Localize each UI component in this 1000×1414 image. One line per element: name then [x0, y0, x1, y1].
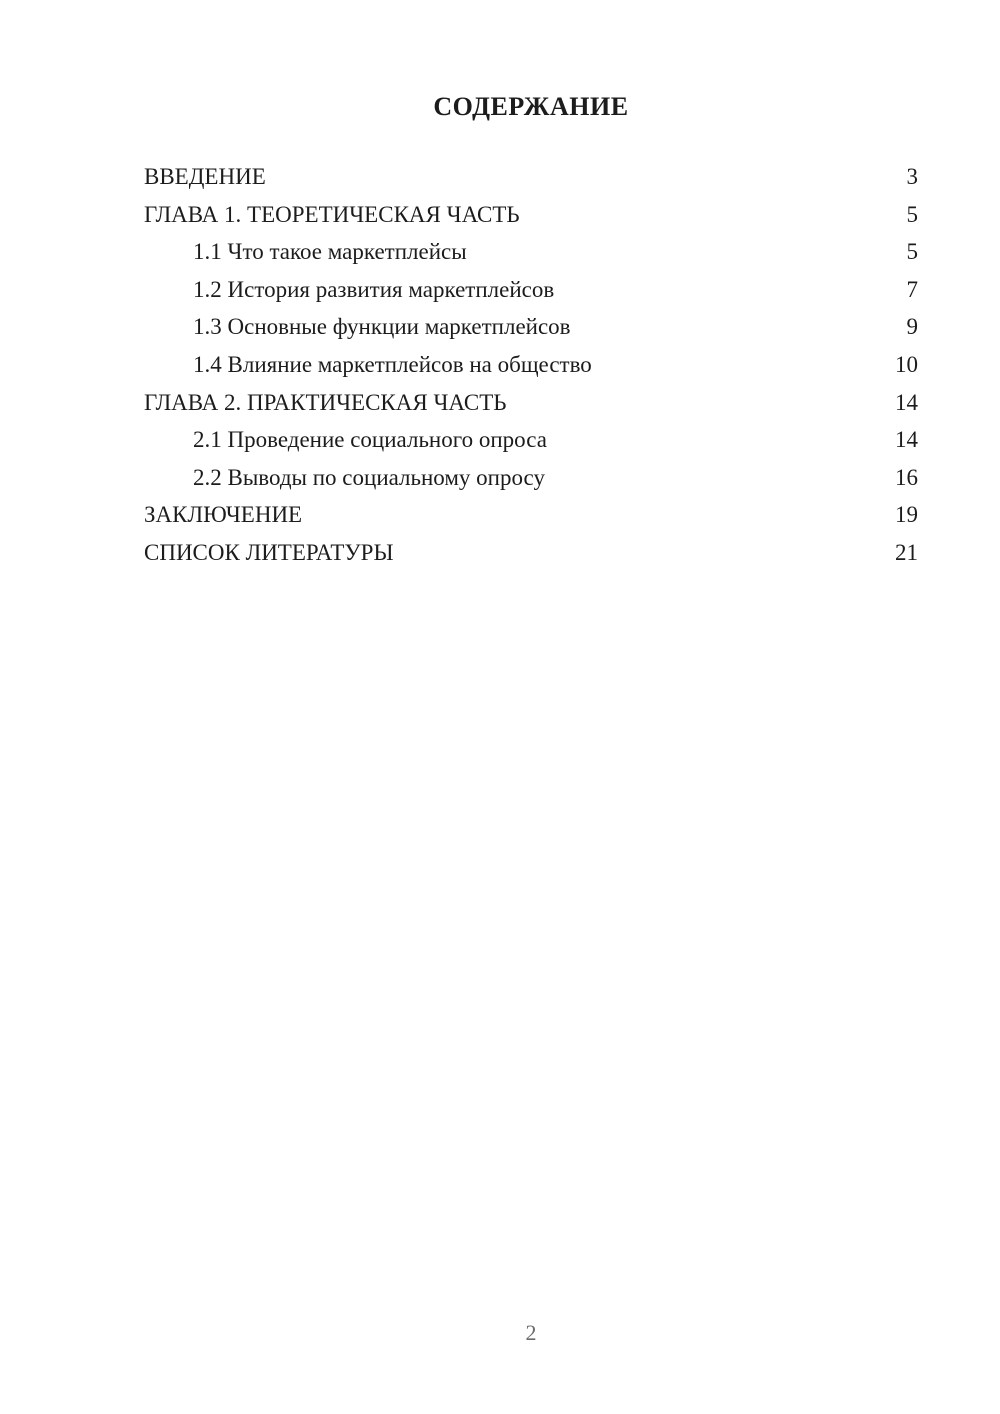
toc-entry [144, 346, 918, 384]
toc-entry-label: ЗАКЛЮЧЕНИЕ [144, 502, 303, 528]
toc-entry-label: СПИСОК ЛИТЕРАТУРЫ [144, 539, 394, 565]
toc-entry [144, 271, 918, 309]
toc-entry-label: 1.1 Что такое маркетплейсы [193, 239, 467, 265]
toc-entry-page-number: 21 [895, 539, 918, 565]
toc-entry-page-number: 5 [906, 239, 918, 265]
toc-entry-page-number: 10 [895, 351, 918, 377]
toc-entry [144, 496, 918, 534]
toc-entry [144, 308, 918, 346]
toc-entry-page-number: 3 [906, 164, 918, 189]
toc-entry [144, 196, 918, 234]
toc-entry-page-number: 19 [895, 502, 918, 528]
toc-entry [144, 421, 918, 459]
toc-entry-label: 1.4 Влияние маркетплейсов на общество [193, 351, 592, 377]
toc-entry-label: ВВЕДЕНИЕ [144, 164, 266, 189]
toc-entry-label: 2.2 Выводы по социальному опросу [193, 464, 545, 490]
table-of-contents [144, 158, 918, 572]
toc-entry [144, 158, 918, 196]
toc-entry [144, 534, 918, 572]
toc-entry-page-number: 5 [906, 201, 918, 227]
toc-entry-label: 1.2 История развития маркетплейсов [193, 276, 555, 302]
footer-page-number: 2 [525, 1320, 537, 1345]
toc-entry-page-number: 7 [906, 276, 918, 302]
page-title: СОДЕРЖАНИЕ [433, 92, 629, 121]
toc-entry-page-number: 14 [895, 427, 918, 453]
toc-entry-label: ГЛАВА 1. ТЕОРЕТИЧЕСКАЯ ЧАСТЬ [144, 201, 520, 227]
toc-entry-label: 1.3 Основные функции маркетплейсов [193, 314, 571, 340]
toc-entry-page-number: 16 [895, 464, 918, 490]
toc-entry-page-number: 14 [895, 389, 918, 415]
toc-entry [144, 384, 918, 422]
toc-entry [144, 233, 918, 271]
toc-entry-label: 2.1 Проведение социального опроса [193, 427, 547, 453]
toc-entry-label: ГЛАВА 2. ПРАКТИЧЕСКАЯ ЧАСТЬ [144, 389, 507, 415]
toc-entry [144, 459, 918, 497]
toc-entry-page-number: 9 [906, 314, 918, 340]
